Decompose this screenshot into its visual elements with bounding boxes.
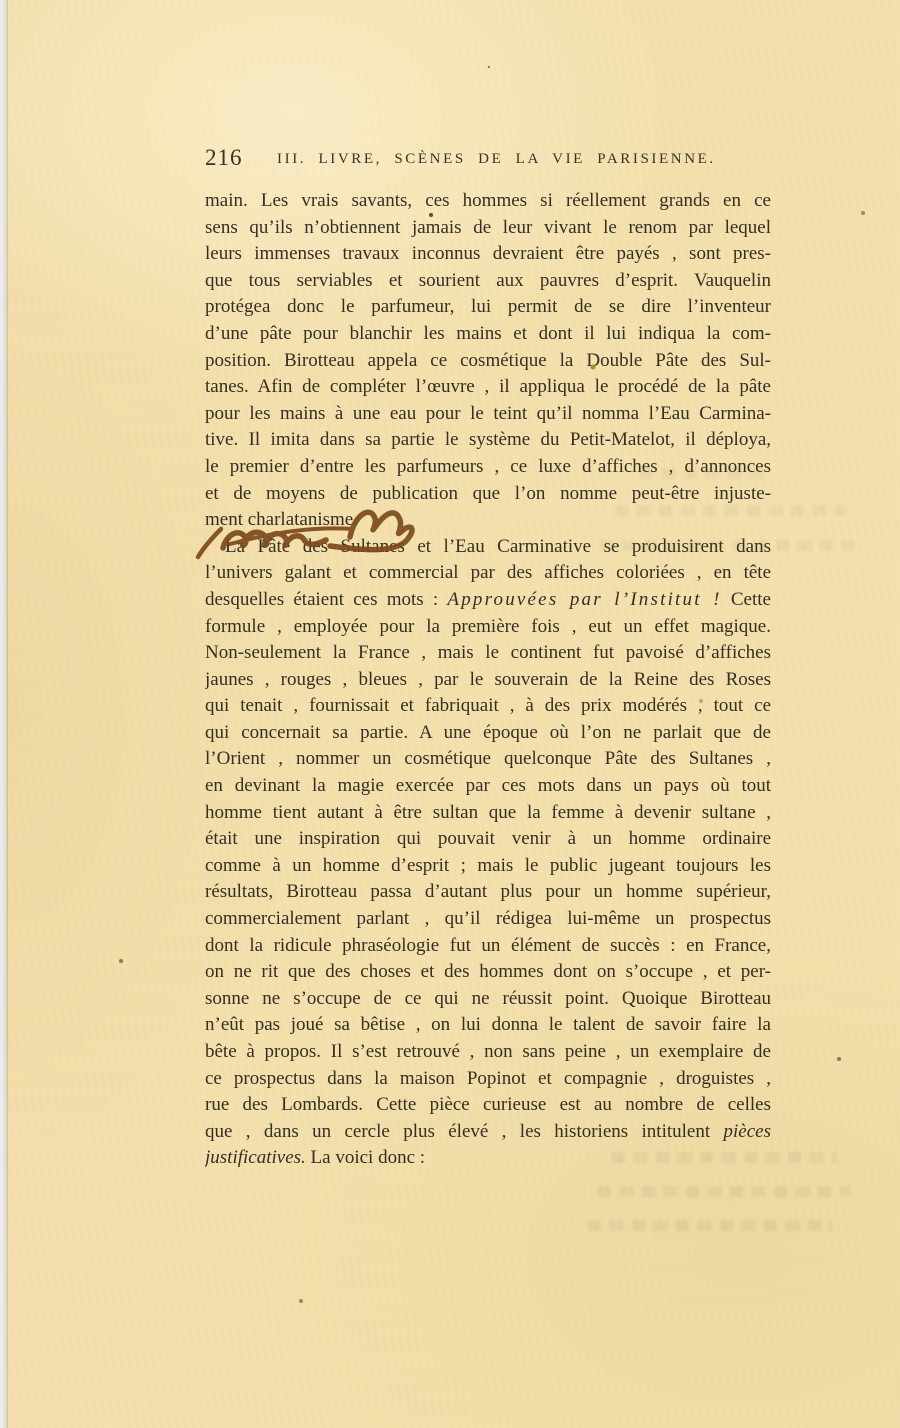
text-line: justificatives. La voici donc :: [205, 1147, 426, 1169]
text-line: desquelles étaient ces mots : Approuvées par l’Institut ! Cette: [205, 588, 771, 610]
text-line: et de moyens de publication que l’on nomme peut-être injuste-: [205, 482, 771, 504]
verso-showthrough: [588, 1220, 833, 1231]
text-line: d’une pâte pour blanchir les mains et dont il lui indiqua la com-: [205, 322, 771, 344]
text-line: en devinant la magie exercée par ces mots dans un pays où tout: [205, 775, 771, 797]
text-line: le premier d’entre les parfumeurs , ce luxe d’affiches , d’annonces: [205, 455, 771, 477]
text-line: homme tient autant à être sultan que la femme à devenir sultane ,: [205, 801, 771, 823]
text-line: qui tenait , fournissait et fabriquait , à des prix modérés , tout ce: [205, 695, 771, 717]
paper-speckles: [488, 66, 490, 68]
text-line: Non-seulement la France , mais le continent fut pavoisé d’affiches: [205, 642, 771, 664]
text-line: sens qu’ils n’obtiennent jamais de leur vivant le renom par lequel: [205, 216, 771, 238]
text-line: qui concernait sa partie. A une époque où l’on ne parlait que de: [205, 721, 771, 743]
verso-showthrough: [612, 1152, 837, 1163]
text-line: l’univers galant et commercial par des affiches coloriées , en tête: [205, 562, 771, 584]
text-line: position. Birotteau appela ce cosmétique la Double Pâte des Sul-: [205, 349, 771, 371]
text-line: on ne rit que des choses et des hommes dont on s’occupe , et per-: [205, 961, 771, 983]
text-line: était une inspiration qui pouvait venir à un homme ordinaire: [205, 828, 771, 850]
text-line: formule , employée pour la première fois , eut un effet magique.: [205, 615, 771, 637]
text-line: ce prospectus dans la maison Popinot et compagnie , droguistes ,: [205, 1067, 771, 1089]
scan-edge: [0, 0, 7, 1428]
running-header: III. LIVRE, SCÈNES DE LA VIE PARISIENNE.: [277, 151, 716, 167]
text-line: jaunes , rouges , bleues , par le souverain de la Reine des Roses: [205, 668, 771, 690]
text-line: n’eût pas joué sa bêtise , on lui donna le talent de savoir faire la: [205, 1014, 771, 1036]
verso-showthrough: [640, 468, 770, 479]
page-number: 216: [205, 145, 243, 170]
text-line: pour les mains à une eau pour le teint qu’il nomma l’Eau Carmina-: [205, 402, 771, 424]
text-line: rue des Lombards. Cette pièce curieuse est au nombre de celles: [205, 1094, 771, 1116]
verso-showthrough: [615, 505, 845, 516]
text-block: [205, 188, 771, 1172]
text-line: ment charlatanisme.: [205, 509, 358, 531]
text-line: tanes. Afin de compléter l’œuvre , il appliqua le procédé de la pâte: [205, 376, 771, 398]
text-line: résultats, Birotteau passa d’autant plus pour un homme supérieur,: [205, 881, 771, 903]
text-line: que tous serviables et sourient aux pauvres d’esprit. Vauquelin: [205, 269, 771, 291]
verso-showthrough: [600, 540, 855, 551]
text-line: protégea donc le parfumeur, lui permit de se dire l’inventeur: [205, 296, 771, 318]
text-line: leurs immenses travaux inconnus devraient être payés , sont pres-: [205, 243, 771, 265]
text-line: l’Orient , nommer un cosmétique quelconque Pâte des Sultanes ,: [205, 748, 771, 770]
text-line: sonne ne s’occupe de ce qui ne réussit point. Quoique Birotteau: [205, 987, 771, 1009]
text-line: dont la ridicule phraséologie fut un élément de succès : en France,: [205, 934, 771, 956]
text-line: bête à propos. Il s’est retrouvé , non sans peine , un exemplaire de: [205, 1041, 771, 1062]
text-line: La Pâte des Sultanes et l’Eau Carminative se produisirent dans: [225, 535, 771, 557]
verso-showthrough: [598, 1186, 850, 1197]
text-line: commercialement parlant , qu’il rédigea lui-même un prospectus: [205, 908, 771, 930]
text-line: tive. Il imita dans sa partie le système du Petit-Matelot, il déploya,: [205, 429, 771, 451]
text-line: que , dans un cercle plus élevé , les historiens intitulent pièces: [205, 1120, 771, 1142]
text-line: main. Les vrais savants, ces hommes si réellement grands en ce: [205, 190, 771, 211]
text-line: comme à un homme d’esprit ; mais le public jugeant toujours les: [205, 854, 771, 876]
